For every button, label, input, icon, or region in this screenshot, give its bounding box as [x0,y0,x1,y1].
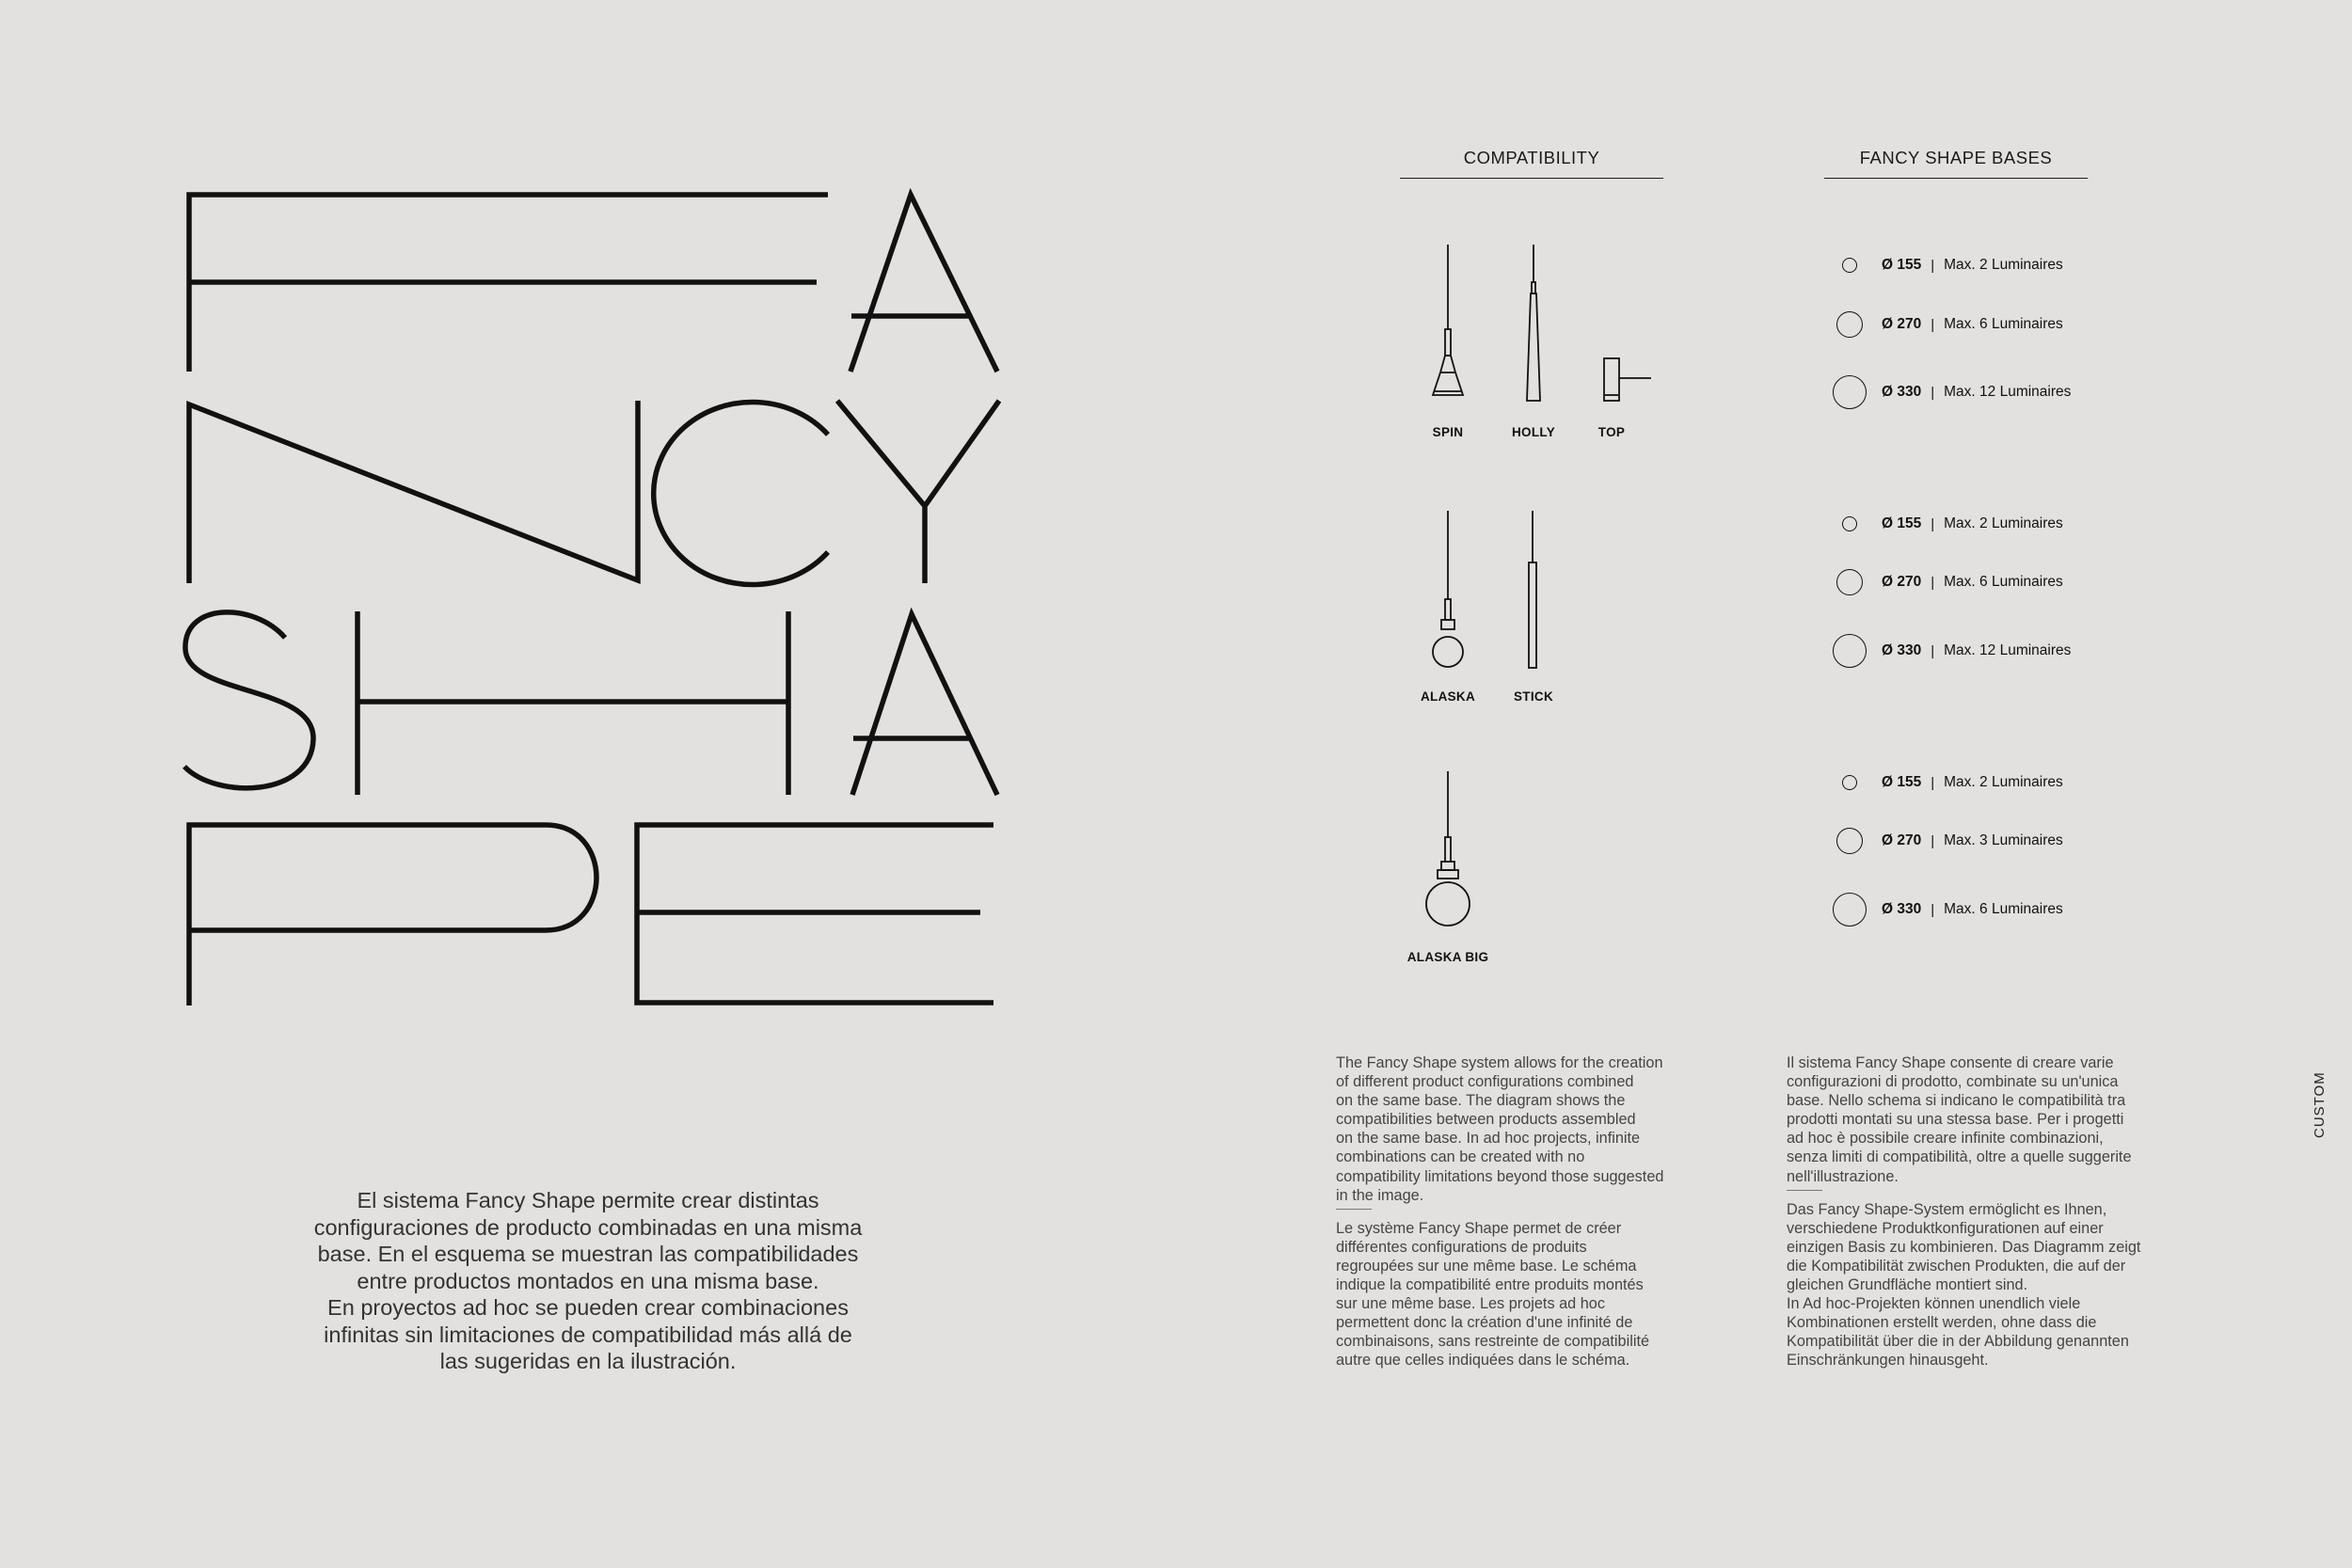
base-155-icon [1842,516,1857,531]
logo-letter-y [837,401,999,583]
text-line: on the same base. The diagram shows the [1336,1092,1626,1110]
logo-letter-p [189,825,596,1006]
base-row [1831,306,2063,343]
base-270-icon [1836,828,1863,854]
separator: | [1931,642,1935,659]
text-line: einzigen Basis zu kombinieren. Das Diagramm zeigt [1787,1238,2141,1256]
alaska-lamp-icon [1433,511,1463,667]
logo-letter-n [189,401,638,583]
text-line: compatibilities between products assembled [1336,1111,1636,1129]
base-330-icon [1833,634,1867,668]
product-label-alaska-big: ALASKA BIG [1406,950,1489,964]
separator: | [1931,257,1935,274]
compatibility-heading: COMPATIBILITY [1400,148,1663,179]
text-line: base. Nello schema si indicano le compatibilità tra [1787,1092,2126,1110]
text-line: indique la compatibilité entre produits montés [1336,1276,1644,1294]
english-french-column [1336,1053,1740,1370]
product-label-top: TOP [1597,425,1626,439]
base-row [1831,891,2063,928]
logo-letter-h [358,611,788,795]
base-max: Max. 2 Luminaires [1944,257,2063,273]
base-155-icon [1842,775,1857,790]
text-line: Le système Fancy Shape permet de créer [1336,1219,1622,1237]
italian-german-column [1787,1053,2201,1370]
text-line: compatibility limitations beyond those suggested [1336,1167,1664,1185]
holly-lamp-icon [1527,245,1540,401]
stick-lamp-icon [1529,511,1536,668]
base-270-icon [1836,569,1863,595]
text-line: Il sistema Fancy Shape consente di creare varie [1787,1054,2114,1071]
text-line: in the image. [1336,1186,1424,1204]
separator: | [1931,515,1935,532]
side-label-custom: CUSTOM [2312,1071,2328,1138]
base-row [1831,246,2063,284]
base-max: Max. 2 Luminaires [1944,515,2063,531]
text-line: En proyectos ad hoc se pueden crear combinaciones [327,1295,849,1320]
base-diameter: Ø 330 [1882,384,1922,400]
logo-letter-a [850,195,997,372]
text-line: verschiedene Produktkonfigurationen auf einer [1787,1219,2104,1237]
divider [1336,1209,1372,1210]
base-diameter: Ø 330 [1882,642,1922,658]
logo-letter-a2 [852,614,997,795]
text-line: Kombinationen erstellt werden, ohne dass die [1787,1314,2097,1332]
product-drawings [1392,235,1675,988]
text-line: regroupées sur une même base. Le schéma [1336,1257,1637,1275]
text-line: El sistema Fancy Shape permite crear distintas [357,1188,819,1212]
text-line: entre productos montados en una misma base. [357,1268,819,1293]
base-max: Max. 12 Luminaires [1944,384,2072,400]
alaska-big-lamp-icon [1426,771,1470,926]
text-line: Einschränkungen hinausgeht. [1787,1352,1989,1370]
base-diameter: Ø 270 [1882,574,1922,590]
logo-letter-c [654,403,828,585]
base-max: Max. 3 Luminaires [1944,832,2063,848]
text-line: las sugeridas en la ilustración. [439,1349,737,1373]
text-line: configuraciones de producto combinadas en una misma [313,1214,863,1240]
base-row [1831,764,2063,801]
logo-letter-s [184,612,313,788]
base-diameter: Ø 155 [1882,774,1922,790]
product-label-stick: STICK [1514,689,1553,704]
base-row [1831,563,2063,601]
text-line: autre que celles indiquées dans le schéma. [1336,1352,1630,1370]
separator: | [1931,384,1935,401]
base-max: Max. 2 Luminaires [1944,774,2063,790]
base-diameter: Ø 270 [1882,832,1922,848]
product-label-alaska: ALASKA [1420,689,1476,704]
text-line: gleichen Grundfläche montiert sind. [1787,1276,2028,1294]
base-diameter: Ø 155 [1882,515,1922,531]
top-lamp-icon [1604,358,1651,401]
text-line: die Kompatibilität zwischen Produkten, die auf der [1787,1257,2126,1275]
base-diameter: Ø 330 [1882,901,1922,917]
separator: | [1931,832,1935,849]
product-label-holly: HOLLY [1511,425,1555,439]
text-line: combinations can be created with no [1336,1148,1585,1166]
product-label-spin: SPIN [1432,425,1464,439]
base-max: Max. 6 Luminaires [1944,574,2063,590]
base-270-icon [1836,311,1863,338]
separator: | [1931,574,1935,591]
text-line: infinitas sin limitaciones de compatibilidad más allá de [324,1322,852,1347]
text-line: senza limiti di compatibilità, oltre a quelle suggerite [1787,1148,2132,1166]
logo-letter-f [189,195,828,372]
text-line: of different product configurations combined [1336,1073,1634,1091]
spanish-description [254,1187,922,1375]
base-row [1831,632,2071,670]
logo-letter-e [637,825,993,1003]
text-line: permettent donc la création d'une infinité de [1336,1314,1633,1332]
text-line: Kompatibilität über die in der Abbildung genannten [1787,1333,2129,1351]
bases-heading: FANCY SHAPE BASES [1824,148,2088,179]
text-line: configurazioni di prodotto, combinate su un'unica [1787,1073,2119,1091]
text-line: différentes configurations de produits [1336,1238,1587,1256]
base-max: Max. 6 Luminaires [1944,901,2063,917]
text-line: The Fancy Shape system allows for the creation [1336,1054,1663,1071]
base-330-icon [1833,893,1867,927]
text-line: combinaisons, sans restreinte de compatibilité [1336,1333,1650,1351]
text-line: ad hoc è possibile creare infinite combinazioni, [1787,1130,2104,1148]
base-row [1831,505,2063,543]
base-row [1831,822,2063,860]
base-155-icon [1842,258,1857,273]
text-line: on the same base. In ad hoc projects, infinite [1336,1130,1641,1148]
text-line: prodotti montati su una stessa base. Per i progetti [1787,1111,2124,1129]
base-max: Max. 12 Luminaires [1944,642,2072,658]
text-line: In Ad hoc-Projekten können unendlich viele [1787,1295,2081,1313]
base-max: Max. 6 Luminaires [1944,316,2063,332]
base-row [1831,373,2071,411]
base-diameter: Ø 270 [1882,316,1922,332]
base-330-icon [1833,375,1867,409]
text-line: base. En el esquema se muestran las compatibilidades [317,1242,859,1266]
separator: | [1931,774,1935,791]
base-diameter: Ø 155 [1882,257,1922,273]
separator: | [1931,901,1935,918]
text-line: Das Fancy Shape-System ermöglicht es Ihnen, [1787,1200,2107,1218]
separator: | [1931,316,1935,333]
divider [1787,1190,1822,1191]
spin-lamp-icon [1433,245,1463,395]
fancy-shape-logo [0,0,1035,1035]
text-line: nell'illustrazione. [1787,1167,1899,1185]
text-line: sur une même base. Les projets ad hoc [1336,1295,1605,1313]
